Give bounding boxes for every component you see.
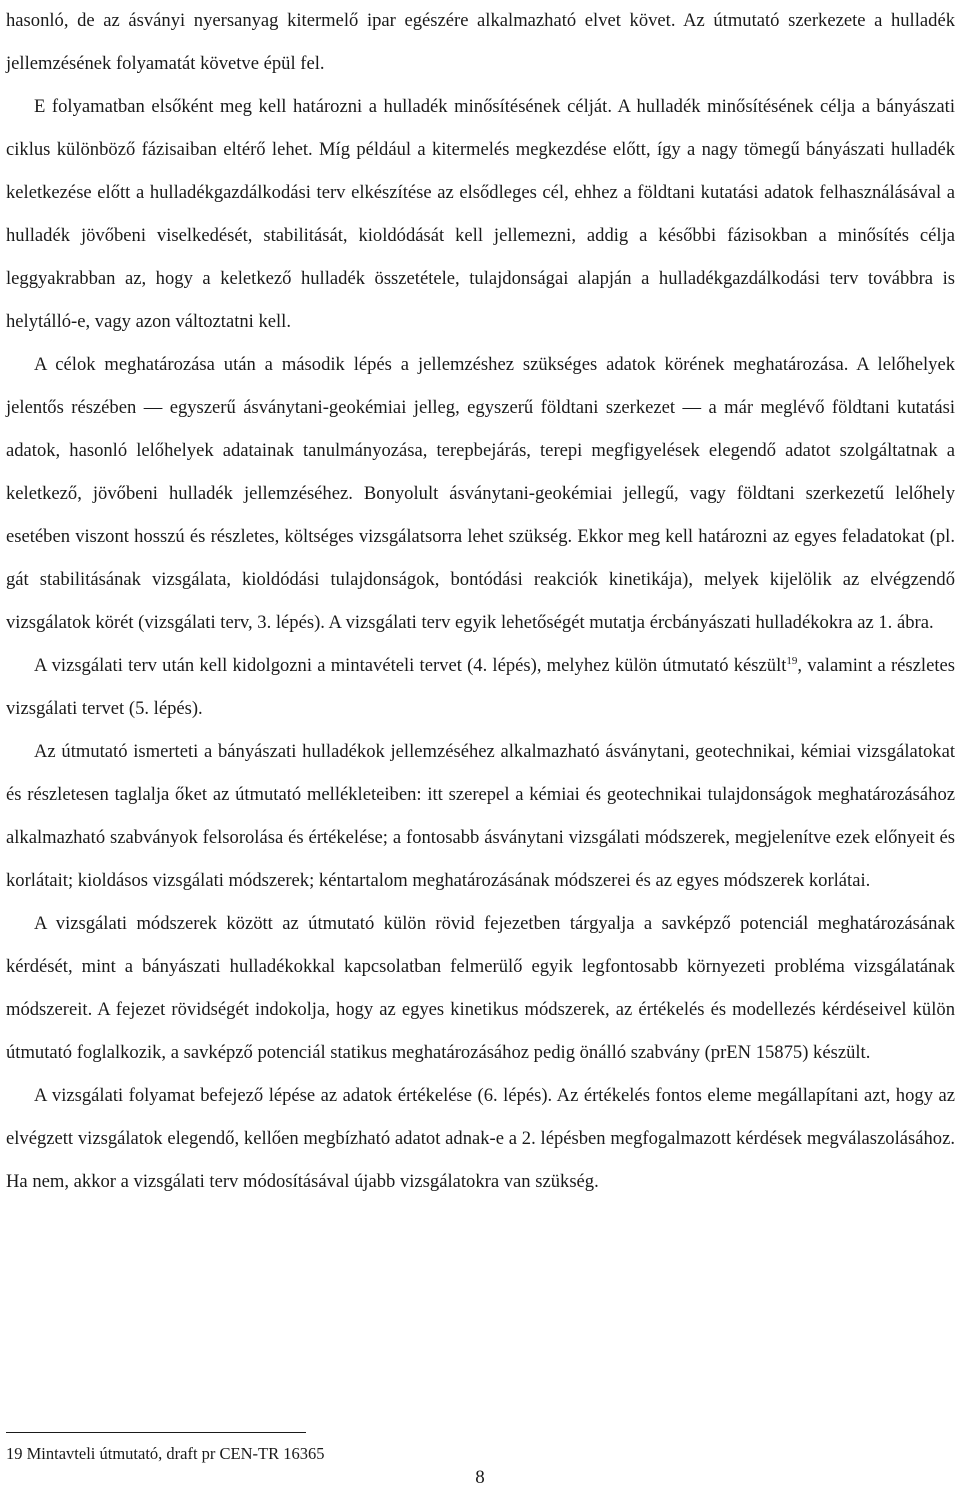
paragraph-continuation: hasonló, de az ásványi nyersanyag kitermelő ipar egészére alkalmazható elvet követ. Az útmutató szerkezete a hulladék jellemzésének folyamatát követve épül fel. bbox=[6, 10, 955, 74]
footnote-divider bbox=[6, 1432, 306, 1433]
footnote bbox=[6, 1443, 325, 1465]
paragraph-test-methods: Az útmutató ismerteti a bányászati hulladékok jellemzéséhez alkalmazható ásványtani, geotechnikai, kémiai vizsgálatokat és részletesen taglalja őket az útmutató mellékleteiben: itt szerepel a kémiai és geotechnikai tulajdonságok meghatározásához alkalmazható szabványok felsorolása és értékelése; a fontosabb ásványtani vizsgálati módszerek, megjelenítve ezek előnyeit és korlátait; kioldásos vizsgálati módszerek; kéntartalom meghatározásának módszerei és az egyes módszerek korlátai. bbox=[6, 741, 955, 891]
footnote-number: 19 bbox=[6, 1444, 23, 1463]
paragraph-sampling-plan bbox=[6, 644, 955, 730]
footnote-text: Mintavteli útmutató, draft pr CEN-TR 16365 bbox=[26, 1444, 325, 1463]
sampling-plan-text-before: A vizsgálati terv után kell kidolgozni a mintavételi tervet (4. lépés), melyhez külön útmutató készült bbox=[34, 655, 787, 676]
page-number: 8 bbox=[475, 1467, 485, 1488]
paragraph-data-scope: A célok meghatározása után a második lépés a jellemzéshez szükséges adatok körének meghatározása. A lelőhelyek jelentős részében — egyszerű ásványtani-geokémiai jelleg, egyszerű földtani szerkezet — a már meglévő földtani kutatási adatok, hasonló lelőhelyek adatainak tanulmányozása, terepbejárás, terepi megfigyelések elegendő adatot szolgáltatnak a keletkező, jövőbeni hulladék jellemzéséhez. Bonyolult ásványtani-geokémiai jellegű, vagy földtani szerkezetű lelőhely esetében viszont hosszú és részletes, költséges vizsgálatsorra lehet szükség. Ekkor meg kell határozni az egyes feladatokat (pl. gát stabilitásának vizsgálata, kioldódási tulajdonságok, bontódási reakciók kinetikája), melyek kijelölik az elvégzendő vizsgálatok körét (vizsgálati terv, 3. lépés). A vizsgálati terv egyik lehetőségét mutatja ércbányászati hulladékokra az 1. ábra. bbox=[6, 354, 955, 633]
sampling-plan-text-after: , valamint a részletes vizsgálati tervet (5. lépés). bbox=[6, 655, 955, 719]
paragraph-acid-potential: A vizsgálati módszerek között az útmutató külön rövid fejezetben tárgyalja a savképző potenciál meghatározásának kérdését, mint a bányászati hulladékokkal kapcsolatban felmerülő egyik legfontosabb környezeti probléma vizsgálatának módszereit. A fejezet rövidségét indokolja, hogy az egyes kinetikus módszerek, az értékelés és modellezés kérdéseivel külön útmutató foglalkozik, a savképző potenciál statikus meghatározásához pedig önálló szabvány (prEN 15875) készült. bbox=[6, 913, 955, 1063]
footnote-reference: 19 bbox=[786, 655, 798, 667]
paragraph-characterization-goal: E folyamatban elsőként meg kell határozni a hulladék minősítésének célját. A hulladék minősítésének célja a bányászati ciklus különböző fázisaiban eltérő lehet. Míg például a kitermelés megkezdése előtt, így a nagy tömegű bányászati hulladék keletkezése előtt a hulladékgazdálkodási terv elkészítése az elsődleges cél, ehhez a földtani kutatási adatok felhasználásával a hulladék jövőbeni viselkedését, stabilitását, kioldódását kell jellemezni, addig a későbbi fázisokban a minősítés célja leggyakrabban az, hogy a keletkező hulladék összetétele, tulajdonságai alapján a hulladékgazdálkodási terv továbbra is helytálló-e, vagy azon változtatni kell. bbox=[6, 96, 955, 332]
paragraph-evaluation: A vizsgálati folyamat befejező lépése az adatok értékelése (6. lépés). Az értékelés fontos eleme megállapítani azt, hogy az elvégzett vizsgálatok elegendő, kellően megbízható adatot adnak-e a 2. lépésben megfogalmazott kérdések megválaszolásához. Ha nem, akkor a vizsgálati terv módosításával újabb vizsgálatokra van szükség. bbox=[6, 1085, 955, 1192]
page-body bbox=[6, 0, 955, 1203]
